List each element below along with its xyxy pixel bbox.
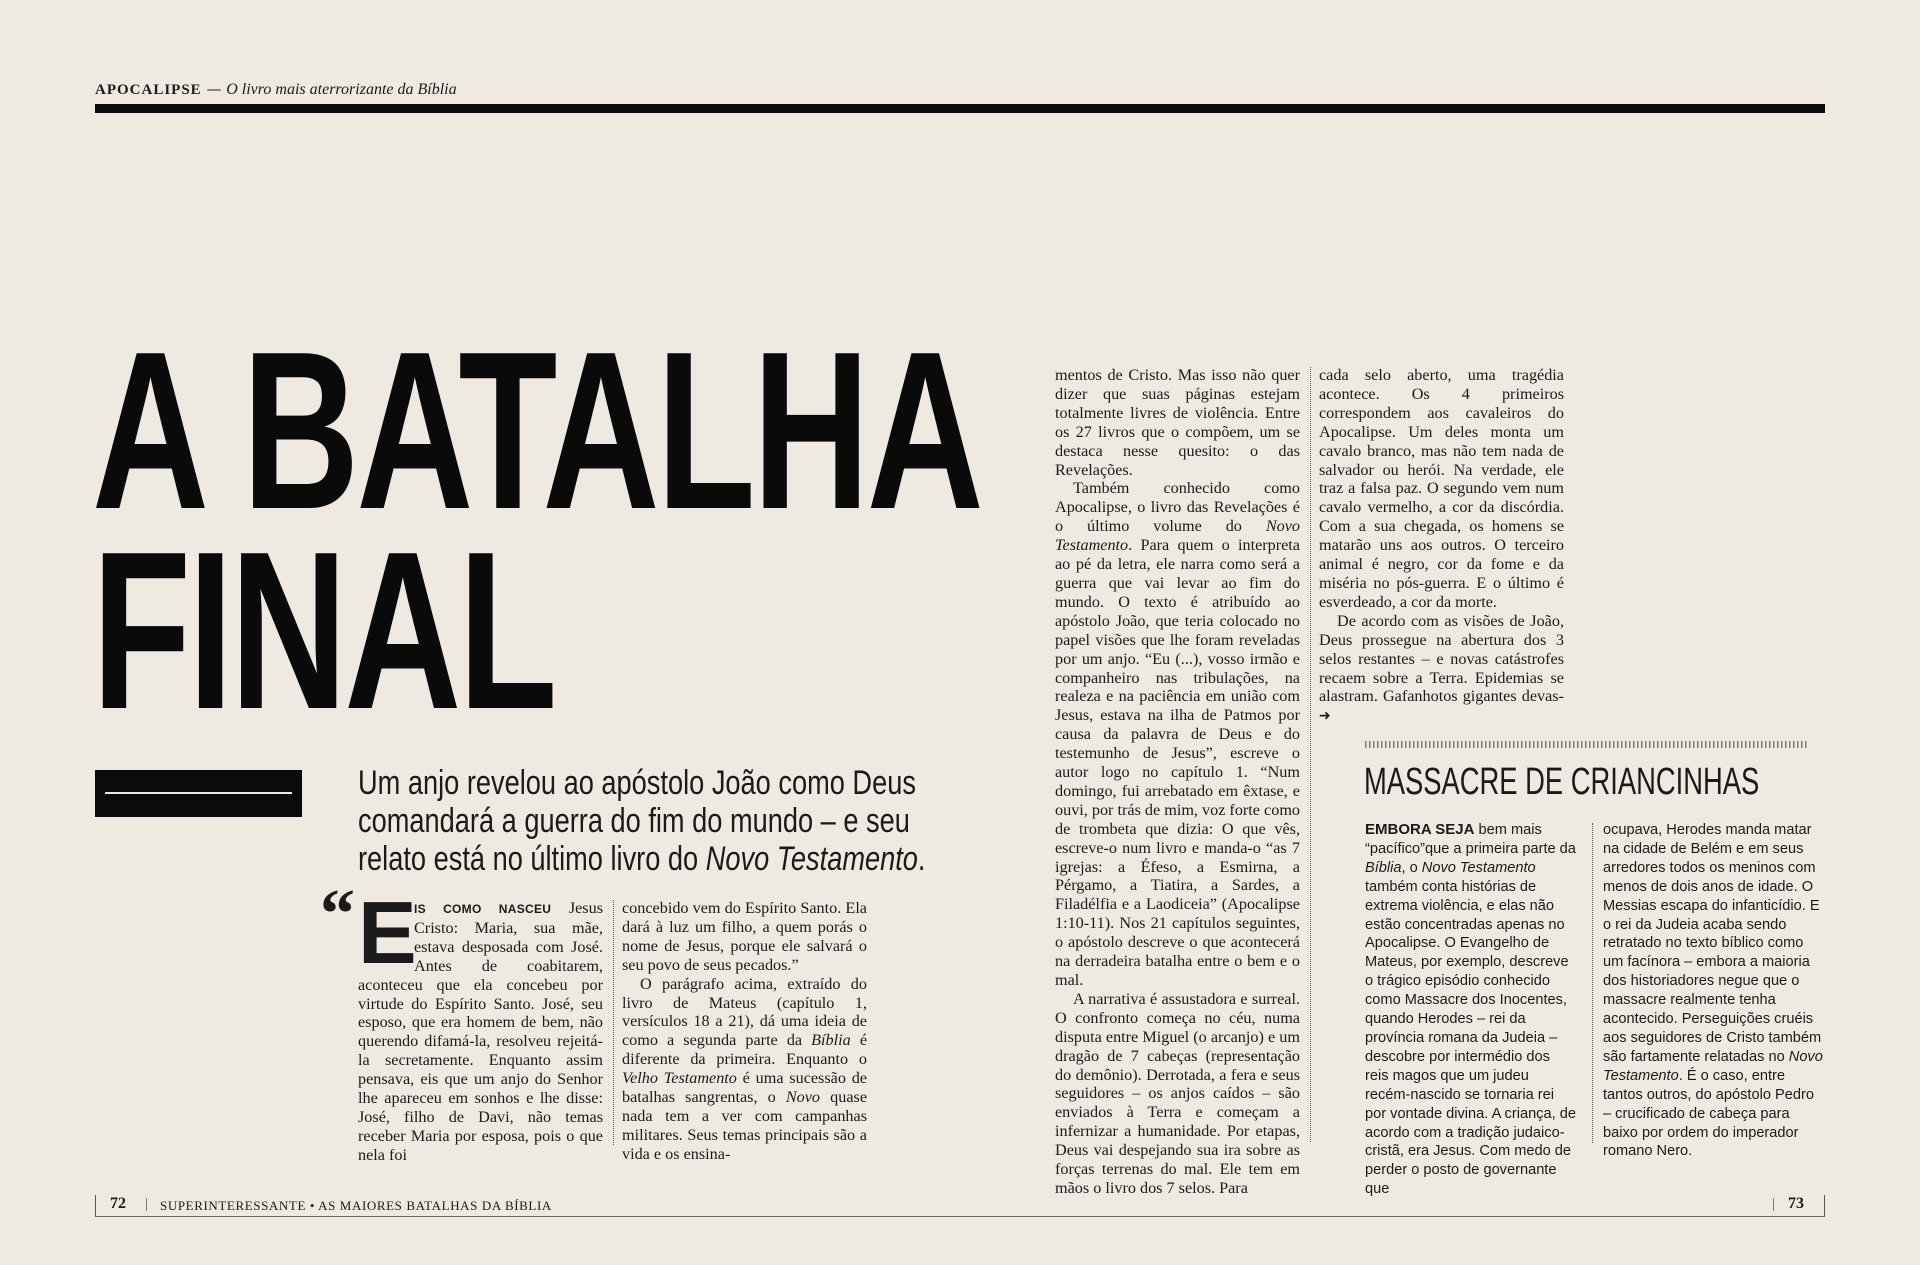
paragraph-text: quase nada tem a ver com campanhas militares. Seus temas principais são a vida e os ensina- bbox=[622, 1088, 868, 1163]
top-rule bbox=[95, 104, 1825, 113]
paragraph-text: ocupava, Herodes manda matar na cidade de Belém e em seus arredores todos os meninos com menos de dois anos de idade. O Messias escapa do infanticídio. E o rei da Judeia acaba sendo retratado no texto bíblico como um facínora – embora a maioria dos historiadores negue que o massacre realmente tenha acontecido. Perseguições cruéis aos seguidores de Cristo também são fartamente relatadas no bbox=[1603, 822, 1822, 1065]
paragraph: mentos de Cristo. Mas isso não quer dizer que suas páginas estejam totalmente livres de violência. Entre os 27 livros que o compõem, um se destaca nesse quesito: o das Revelações. bbox=[1055, 366, 1300, 479]
paragraph-italic: Novo Testamento bbox=[1421, 859, 1536, 876]
footer-tick-left bbox=[95, 1195, 96, 1217]
deck-line bbox=[358, 840, 926, 878]
paragraph-text: Também conhecido como Apocalipse, o livro das Revelações é o último volume do bbox=[1055, 479, 1300, 536]
drop-cap-space bbox=[358, 899, 414, 971]
paragraph-text: bem mais “pacífico”que a primeira parte da bbox=[1365, 822, 1576, 857]
paragraph-text: O parágrafo acima, extraído do livro de Mateus (capítulo 1, versículos 18 a 21), dá uma ideia de como a segunda parte da bbox=[622, 974, 867, 1050]
paragraph-text: também conta histórias de extrema violência, e elas não estão concentradas apenas no Apocalipse. O Evangelho de Mateus, por exemplo, descreve o trágico episódio conhecido como Massacre dos Inocentes, quando Herodes – rei da província romana da Judeia – descobre por intermédio dos reis magos que um judeu recém-nascido se tornaria rei por vontade divina. A criança, de acordo com a tradição judaico-cristã, era Jesus. Com medo de perder o posto de governante que bbox=[1365, 878, 1576, 1198]
paragraph-italic: Bíblia bbox=[1365, 859, 1402, 876]
body-column-2 bbox=[622, 899, 867, 1164]
box-column-1 bbox=[1365, 821, 1577, 1199]
paragraph-italic: Velho Testamento bbox=[622, 1069, 737, 1088]
footer-rule bbox=[95, 1216, 1825, 1217]
box-column-2 bbox=[1603, 821, 1825, 1161]
deck-line: Um anjo revelou ao apóstolo João como Deus bbox=[358, 764, 916, 802]
paragraph-text: , o bbox=[1401, 859, 1422, 876]
body-column-3 bbox=[1055, 366, 1300, 1198]
paragraph-text: . É o caso, entre tantos outros, do apóstolo Pedro – crucificado de cabeça para baixo por ordem do imperador romano Nero. bbox=[1603, 1067, 1814, 1160]
paragraph-text: Jesus Cristo: Maria, sua mãe, estava desposada com José. Antes de coabitarem, aconteceu que ela concebeu por virtude do Espírito Santo. José, seu esposo, que era homem de bem, não querendo difamá-la, resolveu rejeitá-la secretamente. Enquanto assim pensava, eis que um anjo do Senhor lhe apareceu em sonhos e lhe disse: José, filho de Davi, não temas receber Maria por esposa, pois o que nela foi bbox=[358, 899, 603, 1164]
header-dash: — bbox=[201, 80, 227, 98]
headline-line-2: FINAL bbox=[92, 504, 555, 756]
headline-line-1: A BATALHA bbox=[92, 304, 981, 556]
body-column-4 bbox=[1319, 366, 1564, 726]
paragraph bbox=[1365, 821, 1577, 1199]
paragraph: A narrativa é assustadora e surreal. O confronto começa no céu, numa disputa entre Miguel (o arcanjo) e um dragão de 7 cabeças (representação do demônio). Derrotada, a fera e seus seguidores – os anjos caídos – são enviados à Terra e começam a infernizar a humanidade. Por etapas, Deus vai despejando sua ira sobre as forças terrenas do mal. Ele tem em mãos o livro dos 7 selos. Para bbox=[1055, 989, 1300, 1197]
magazine-title: SUPERINTERESSANTE • AS MAIORES BATALHAS DA BÍBLIA bbox=[160, 1198, 552, 1213]
paragraph bbox=[622, 975, 867, 1164]
opening-quote-mark: “ bbox=[320, 876, 355, 953]
box-title: MASSACRE DE CRIANCINHAS bbox=[1364, 761, 1760, 803]
column-divider bbox=[613, 900, 614, 1145]
deck-text: . bbox=[917, 840, 926, 878]
page-number-left: 72 bbox=[110, 1195, 126, 1212]
running-header bbox=[95, 80, 457, 99]
paragraph bbox=[1603, 821, 1825, 1161]
paragraph-italic: Novo bbox=[785, 1088, 821, 1107]
paragraph: concebido vem do Espírito Santo. Ela dará à luz um filho, a quem porás o nome de Jesus, porque ele salvará o seu povo de seus pecados.” bbox=[622, 899, 867, 974]
continue-arrow-icon: ➜ bbox=[1319, 708, 1331, 725]
footer-separator: | bbox=[145, 1196, 149, 1212]
footer-tick-right bbox=[1824, 1195, 1825, 1217]
paragraph-italic: Bíblia bbox=[811, 1031, 851, 1050]
bar-inner-line bbox=[105, 792, 292, 794]
deck-line: comandará a guerra do fim do mundo – e seu bbox=[358, 802, 910, 840]
paragraph-italic: Novo Testamento bbox=[1603, 1048, 1823, 1084]
paragraph-text: é uma sucessão de batalhas sangrentas, o bbox=[622, 1069, 867, 1107]
box-lead-in: EMBORA SEJA bbox=[1365, 821, 1475, 838]
column-divider bbox=[1592, 823, 1593, 1143]
footer-separator: | bbox=[1772, 1196, 1776, 1212]
paragraph bbox=[1319, 612, 1564, 726]
paragraph-text: De acordo com as visões de João, Deus prossegue na abertura dos 3 selos restantes – e novas catástrofes recaem sobre a Terra. Epidemias se alastram. Gafanhotos gigantes devas- bbox=[1319, 611, 1564, 706]
paragraph-text: . Para quem o interpreta ao pé da letra, ele narra como será a guerra que vai levar ao fim do mundo. O texto é atribuído ao apóstolo João, que teria colocado no papel visões que lhe foram reveladas por um anjo. “Eu (...), vosso irmão e companheiro nas tribulações, na realeza e na paciência em união com Jesus, estava na ilha de Patmos por causa da palavra de Deus e do testemunho de Jesus”, escreve o autor logo no capítulo 1. “Num domingo, fui arrebatado em êxtase, e ouvi, por trás de mim, voz forte como de trombeta que dizia: O que vês, escreve-o num livro e manda-o “as 7 igrejas: a Éfeso, a Esmirna, a Pérgamo, a Tiatira, a Sardes, a Filadélfia e a Laodiceia” (Apocalipse 1:10-11). Nos 21 capítulos seguintes, o apóstolo descreve o que acontecerá na derradeira batalha entre o bem e o mal. bbox=[1055, 536, 1301, 989]
section-subtitle: O livro mais aterrorizante da Bíblia bbox=[226, 81, 457, 98]
paragraph bbox=[358, 883, 603, 1165]
deck-text: relato está no último livro do bbox=[358, 840, 706, 878]
deck-subheadline bbox=[358, 764, 926, 878]
paragraph-text: é diferente da primeira. Enquanto o bbox=[622, 1031, 868, 1069]
deck-italic: Novo Testamento bbox=[705, 840, 918, 878]
body-column-1 bbox=[358, 883, 603, 1165]
lead-in: IS COMO NASCEU bbox=[414, 902, 552, 916]
decorative-black-bar bbox=[95, 770, 302, 817]
drop-cap: E bbox=[358, 883, 417, 982]
paragraph: cada selo aberto, uma tragédia acontece. Os 4 primeiros correspondem aos cavaleiros do Apocalipse. Um deles monta um cavalo branco, mas não tem nada de salvador ou herói. Na verdade, ele traz a falsa paz. O segundo vem num cavalo vermelho, a cor da discórdia. Com a sua chegada, os homens se matarão uns aos outros. O terceiro animal é negro, cor da fome e da miséria no pós-guerra. E o último é esverdeado, a cor da morte. bbox=[1319, 366, 1564, 611]
section-label: APOCALIPSE bbox=[95, 82, 202, 98]
column-divider bbox=[1310, 367, 1311, 1142]
paragraph-italic: Novo Testamento bbox=[1055, 517, 1300, 555]
box-dotted-rule bbox=[1365, 741, 1808, 748]
paragraph bbox=[1055, 479, 1300, 989]
page-number-right: 73 bbox=[1788, 1195, 1804, 1212]
